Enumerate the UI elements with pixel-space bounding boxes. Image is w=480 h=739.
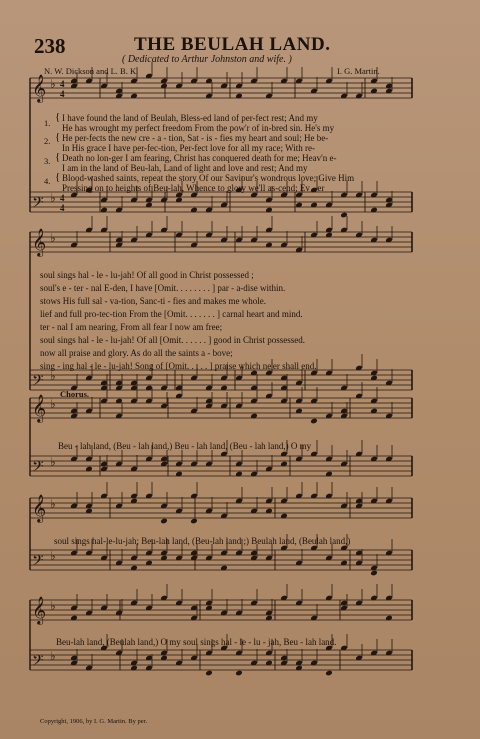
note-head (310, 418, 318, 425)
verse-brace: { (55, 171, 61, 183)
copyright-notice: Copyright, 1906, by I. G. Martin. By per. (40, 718, 148, 725)
note-head (160, 518, 168, 525)
verse-lyric-line: stows His full sal - va-tion, Sanc-ti - fies and makes me whole. (40, 296, 266, 306)
key-flat: ♭ (50, 231, 56, 245)
bass-clef: 𝄢 (32, 552, 44, 573)
note-head (370, 570, 378, 577)
key-flat: ♭ (50, 77, 56, 91)
hymn-title: THE BEULAH LAND. (134, 34, 331, 55)
key-flat: ♭ (50, 549, 56, 563)
bass-clef: 𝄢 (32, 458, 44, 479)
dedication: ( Dedicated to Arthur Johnston and wife. ) (122, 54, 292, 65)
time-signature: 4 (60, 89, 65, 99)
time-signature: 4 (60, 203, 65, 213)
verse-lyric-line: He has wrought my perfect freedom From the pow'r of in-bred sin. He's my (62, 123, 335, 133)
verse-lyric-line: soul's e - ter - nal E-den, I have [Omit. . . . . . . . ] par - a-dise within. (40, 283, 286, 293)
verse-lyric-line: lief and full pro-tec-tion From the [Omit. . . . . . . ] carnal heart and mind. (40, 309, 303, 319)
treble-clef: 𝄞 (32, 228, 47, 256)
note-head (325, 670, 333, 677)
chorus-lyric-line: Beu-lah land, (Beulah land,) O my soul sings hal - le - lu - jah, Beu - lah land. (56, 637, 337, 647)
verse-lyric-line: In His grace I have per-fec-tion, Per-fect love for all my race; With re- (62, 143, 315, 153)
time-signature: 4 (60, 193, 65, 203)
verse-number: 4. (44, 176, 51, 186)
verse-lyric-line: He per-fects the new cre - a - tion, Sat - is - fies my heart and soul; He be- (62, 133, 329, 143)
key-flat: ♭ (50, 369, 56, 383)
note-head (190, 518, 198, 525)
verse-number: 1. (44, 118, 51, 128)
verse-lyric-line: Death no lon-ger I am fearing, Christ has conquered death for me; Heav'n e- (62, 153, 337, 163)
note-head (205, 670, 213, 677)
chorus-lyric-line: soul sings hal-le-lu-jah; Beu-lah land, (Beu-lah land ;) Beulah land, (Beulah land,) (54, 536, 351, 546)
treble-clef: 𝄞 (32, 394, 47, 422)
key-flat: ♭ (50, 649, 56, 663)
composer-credit: I. G. Martin. (337, 66, 380, 76)
bass-clef: 𝄢 (32, 194, 44, 215)
hymn-number: 238 (34, 34, 66, 58)
time-signature: 4 (60, 79, 65, 89)
verse-lyric-line: I have found the land of Beulah, Bless-ed land of per-fect rest; And my (62, 113, 318, 123)
verse-lyric-line: now all praise and glory. As do all the saints a - bove; (40, 348, 233, 358)
treble-clef: 𝄞 (32, 494, 47, 522)
verse-number: 2. (44, 136, 51, 146)
verse-brace: { (55, 131, 61, 143)
key-flat: ♭ (50, 397, 56, 411)
verse-lyric-line: Blood-washed saints, repeat the story Of our Saviour's wondrous love; Give Him (62, 173, 355, 183)
key-flat: ♭ (50, 191, 56, 205)
chorus-label: Chorus. (60, 389, 90, 399)
verse-lyric-line: soul sings hal - le - lu-jah! Of all good in Christ possessed ; (40, 270, 254, 280)
verse-lyric-line: sing - ing hal - le - lu-jah! Song of [Omit. . . . . ] praise which ne'er shall end. (40, 361, 317, 371)
verse-lyric-line: Pressing on to heights of Beu-lah, Whence to glory we'll as-cend; Ev - er (62, 183, 325, 193)
chorus-lyric-line: Beu - lah land, (Beu - lah land,) Beu - lah land, (Beu - lah land,) O my (58, 441, 312, 451)
treble-clef: 𝄞 (32, 596, 47, 624)
key-flat: ♭ (50, 497, 56, 511)
verse-lyric-line: I am in the land of Beu-lah, Land of light and love and rest; And my (62, 163, 308, 173)
bass-clef: 𝄢 (32, 372, 44, 393)
verse-number: 3. (44, 156, 51, 166)
verse-lyric-line: soul sings hal - le - lu-jah! Of all [Omit. . . . . . ] good in Christ possessed. (40, 335, 305, 345)
verse-brace: { (55, 111, 61, 123)
lyricist-credit: N. W. Dickson and L. B. K. (44, 66, 139, 76)
verse-lyric-line: ter - nal I am nearing, From all fear I now am free; (40, 322, 223, 332)
key-flat: ♭ (50, 455, 56, 469)
note-head (235, 670, 243, 677)
key-flat: ♭ (50, 599, 56, 613)
verse-brace: { (55, 151, 61, 163)
bass-clef: 𝄢 (32, 652, 44, 673)
treble-clef: 𝄞 (32, 74, 47, 102)
